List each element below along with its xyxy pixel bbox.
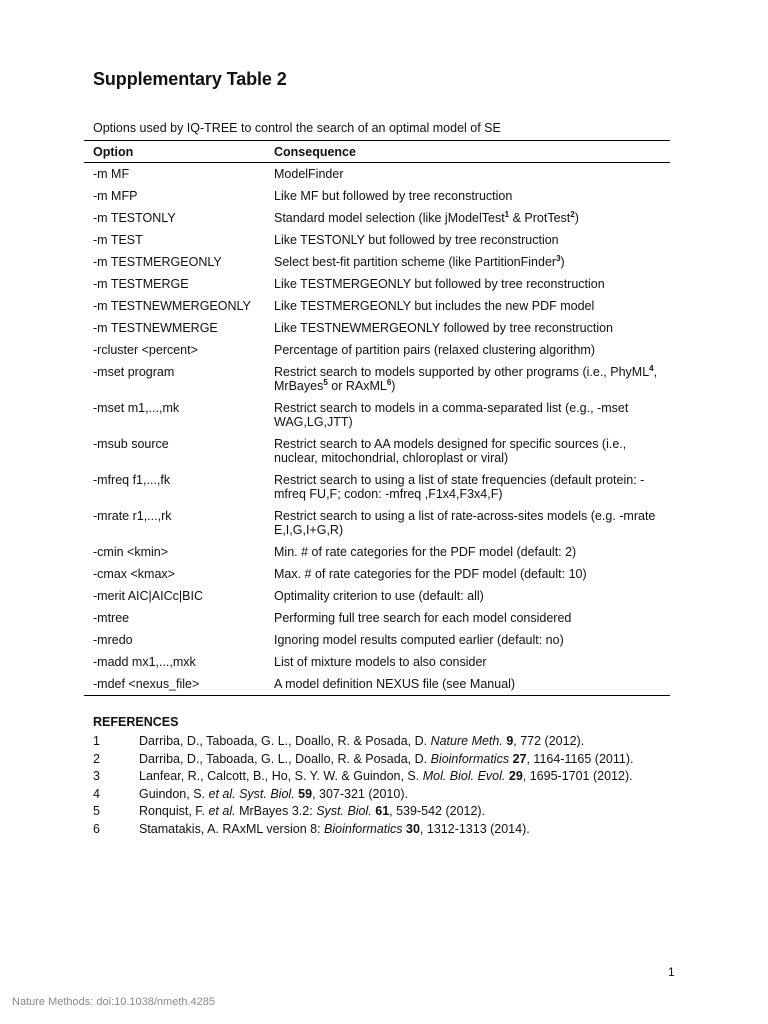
- consequence-text: Select best-fit partition scheme (like PartitionFinder: [274, 255, 557, 269]
- table-row: [84, 339, 670, 361]
- reference-pages: , 1695-1701 (2012).: [522, 769, 633, 783]
- reference-volume: 30: [406, 821, 420, 836]
- consequence-cell: Restrict search to models in a comma-separated list (e.g., -mset WAG,LG,JTT): [274, 401, 629, 429]
- source-footer: Nature Methods: doi:10.1038/nmeth.4285: [12, 996, 216, 1008]
- option-cell: -m TESTNEWMERGE: [93, 321, 218, 335]
- consequence-cell: Restrict search to AA models designed for specific sources (i.e., nuclear, mitochondrial, chloroplast or viral): [274, 437, 627, 465]
- option-cell: -mdef <nexus_file>: [93, 677, 200, 691]
- table-header-row: [84, 141, 670, 163]
- option-cell: -madd mx1,...,mxk: [93, 655, 196, 669]
- option-cell: -m TESTMERGEONLY: [93, 255, 222, 269]
- reference-text: [139, 786, 663, 804]
- consequence-text: ): [391, 379, 396, 393]
- consequence-cell: Like TESTNEWMERGEONLY followed by tree reconstruction: [274, 321, 614, 335]
- option-cell: -mredo: [93, 633, 133, 647]
- consequence-cell: Ignoring model results computed earlier (default: no): [274, 633, 564, 647]
- table-row: [84, 433, 670, 469]
- option-cell: -m TESTONLY: [93, 211, 176, 225]
- option-cell: -mset program: [93, 365, 175, 379]
- table-row: [84, 317, 670, 339]
- consequence-cell: Optimality criterion to use (default: all): [274, 589, 484, 603]
- table-row: [84, 229, 670, 251]
- table-row: [84, 163, 670, 186]
- reference-text: [139, 733, 663, 751]
- table-row: [84, 651, 670, 673]
- reference-marker: 1: [504, 210, 510, 219]
- table-row: [84, 273, 670, 295]
- table-row: [84, 563, 670, 585]
- references-list: [93, 733, 663, 838]
- reference-journal: Syst. Biol.: [239, 786, 295, 801]
- option-cell: -m MFP: [93, 189, 138, 203]
- reference-etal: et al.: [208, 804, 236, 818]
- table-row: [84, 207, 670, 229]
- reference-marker: 5: [323, 378, 328, 387]
- option-cell: -cmax <kmax>: [93, 567, 175, 581]
- consequence-cell: Like MF but followed by tree reconstruction: [274, 189, 513, 203]
- consequence-cell: [274, 251, 670, 273]
- table-row: [84, 541, 670, 563]
- table-row: [84, 673, 670, 696]
- reference-volume: 9: [506, 734, 514, 748]
- consequence-cell: Max. # of rate categories for the PDF model (default: 10): [274, 567, 587, 581]
- header-consequence: Consequence: [274, 144, 356, 159]
- table-row: [84, 585, 670, 607]
- header-option: Option: [93, 144, 134, 159]
- table-row: [84, 251, 670, 273]
- reference-marker: 6: [386, 378, 392, 387]
- table-row: [84, 361, 670, 397]
- reference-item: [93, 786, 663, 804]
- reference-marker: 2: [570, 210, 575, 219]
- table-row: [84, 397, 670, 433]
- reference-number: 1: [93, 734, 100, 748]
- reference-number: 2: [93, 751, 100, 766]
- reference-journal: Syst. Biol.: [316, 804, 372, 818]
- reference-volume: 29: [508, 769, 523, 783]
- reference-text: [139, 768, 663, 786]
- consequence-cell: List of mixture models to also consider: [274, 655, 487, 669]
- table-row: [84, 185, 670, 207]
- consequence-text: , MrBayes: [274, 365, 658, 393]
- reference-title: MrBayes 3.2:: [235, 804, 317, 818]
- option-cell: -mset m1,...,mk: [93, 401, 180, 415]
- option-cell: -m TESTNEWMERGEONLY: [93, 299, 251, 313]
- consequence-text: & ProtTest: [509, 211, 571, 225]
- reference-pages: , 307-321 (2010).: [312, 786, 408, 801]
- table-row: [84, 505, 670, 541]
- consequence-cell: Like TESTMERGEONLY but followed by tree reconstruction: [274, 277, 605, 291]
- reference-number: 5: [93, 804, 100, 818]
- consequence-cell: Restrict search to using a list of rate-across-sites models (e.g. -mrate E,I,G,I+G,R): [274, 509, 656, 537]
- reference-pages: , 1312-1313 (2014).: [419, 821, 530, 836]
- reference-etal: et al.: [208, 786, 236, 801]
- consequence-cell: ModelFinder: [274, 167, 344, 181]
- reference-marker: 4: [649, 364, 654, 373]
- table-caption: Options used by IQ-TREE to control the search of an optimal model of SE: [93, 121, 501, 135]
- reference-pages: , 539-542 (2012).: [389, 804, 486, 818]
- reference-number: 6: [93, 821, 100, 836]
- reference-item: [93, 733, 663, 751]
- consequence-cell: Performing full tree search for each model considered: [274, 611, 572, 625]
- option-cell: -cmin <kmin>: [93, 545, 169, 559]
- reference-text: [139, 803, 663, 821]
- option-cell: -mtree: [93, 611, 130, 625]
- reference-authors: Ronquist, F.: [139, 804, 209, 818]
- reference-pages: , 772 (2012).: [513, 734, 585, 748]
- option-cell: -m MF: [93, 167, 130, 181]
- consequence-text: Standard model selection (like jModelTest: [274, 211, 505, 225]
- consequence-cell: Like TESTONLY but followed by tree reconstruction: [274, 233, 559, 247]
- option-cell: -mrate r1,...,rk: [93, 509, 172, 523]
- reference-volume: 27: [512, 751, 527, 766]
- reference-item: [93, 803, 663, 821]
- option-cell: -m TESTMERGE: [93, 277, 189, 291]
- table-row: [84, 629, 670, 651]
- options-table: [84, 140, 670, 696]
- reference-text: [139, 821, 663, 839]
- reference-authors: Lanfear, R., Calcott, B., Ho, S. Y. W. & Guindon, S.: [139, 769, 423, 783]
- reference-journal: Mol. Biol. Evol.: [422, 769, 506, 783]
- consequence-cell: Restrict search to using a list of state frequencies (default protein: -mfreq FU,F; codon: -mfreq ,F1x4,F3x4,F): [274, 473, 645, 501]
- reference-volume: 61: [375, 804, 390, 818]
- reference-volume: 59: [298, 786, 313, 801]
- consequence-cell: [274, 207, 670, 229]
- consequence-cell: Like TESTMERGEONLY but includes the new PDF model: [274, 299, 595, 313]
- reference-item: [93, 751, 663, 769]
- reference-authors: Darriba, D., Taboada, G. L., Doallo, R. & Posada, D.: [139, 734, 431, 748]
- reference-journal: Bioinformatics: [430, 751, 510, 766]
- consequence-text: or RAxML: [327, 379, 387, 393]
- consequence-text: ): [574, 211, 579, 225]
- reference-authors: Guindon, S.: [139, 786, 209, 801]
- reference-marker: 3: [556, 254, 561, 263]
- reference-item: [93, 768, 663, 786]
- reference-authors: Darriba, D., Taboada, G. L., Doallo, R. & Posada, D.: [139, 751, 431, 766]
- reference-item: [93, 821, 663, 839]
- table-row: [84, 295, 670, 317]
- consequence-cell: Percentage of partition pairs (relaxed clustering algorithm): [274, 343, 595, 357]
- table-row: [84, 469, 670, 505]
- reference-pages: , 1164-1165 (2011).: [526, 751, 634, 766]
- consequence-text: ): [560, 255, 565, 269]
- references-heading: REFERENCES: [93, 715, 179, 729]
- reference-journal: Nature Meth.: [430, 734, 503, 748]
- consequence-cell: [274, 361, 670, 397]
- option-cell: -merit AIC|AICc|BIC: [93, 589, 203, 603]
- consequence-text: Restrict search to models supported by other programs (i.e., PhyML: [274, 365, 650, 379]
- reference-text: [139, 751, 663, 769]
- option-cell: -msub source: [93, 437, 169, 451]
- reference-journal: Bioinformatics: [324, 821, 403, 836]
- consequence-cell: Min. # of rate categories for the PDF model (default: 2): [274, 545, 577, 559]
- reference-number: 4: [93, 786, 100, 801]
- consequence-cell: A model definition NEXUS file (see Manual): [274, 677, 516, 691]
- option-cell: -mfreq f1,...,fk: [93, 473, 171, 487]
- option-cell: -rcluster <percent>: [93, 343, 198, 357]
- option-cell: -m TEST: [93, 233, 143, 247]
- reference-authors: Stamatakis, A. RAxML version 8:: [139, 821, 325, 836]
- page-number: 1: [668, 965, 675, 979]
- reference-number: 3: [93, 769, 100, 783]
- page-title: Supplementary Table 2: [93, 69, 287, 89]
- table-row: [84, 607, 670, 629]
